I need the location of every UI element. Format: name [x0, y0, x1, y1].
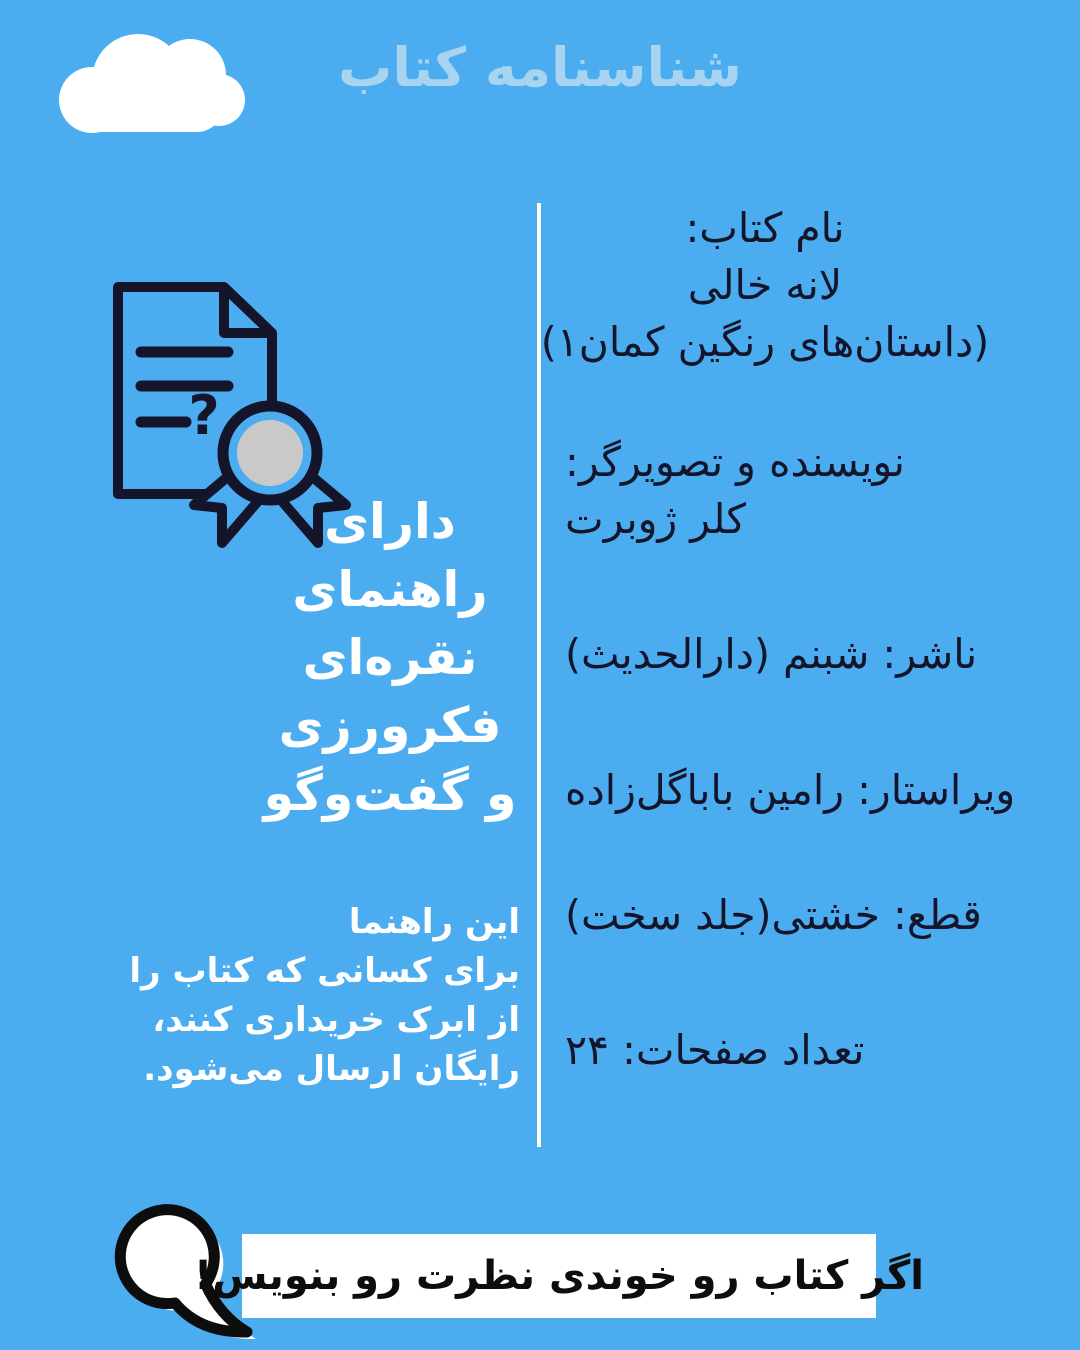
- badge-line: راهنمای: [292, 561, 488, 618]
- badge-line: نقره‌ای: [302, 629, 478, 686]
- badge-line: فکرورزی: [278, 697, 502, 754]
- book-author-value: کلر ژوبرت: [565, 495, 746, 543]
- cta-banner: [194, 1234, 924, 1318]
- note-line: رایگان ارسال می‌شود.: [143, 1049, 520, 1089]
- silver-guide-headline: [255, 488, 525, 828]
- book-name-block: [540, 200, 990, 371]
- guide-shipping-note: [130, 898, 520, 1094]
- note-line: برای کسانی که کتاب را: [129, 951, 520, 991]
- book-author-label: نویسنده و تصویرگر:: [565, 438, 905, 486]
- book-name-value: لانه خالی: [687, 261, 843, 309]
- note-line: از ابرک خریداری کنند،: [152, 1000, 520, 1040]
- book-format: قطع: خشتی(جلد سخت): [565, 891, 982, 939]
- note-line: این راهنما: [348, 902, 520, 942]
- book-page-count: تعداد صفحات: ۲۴: [565, 1026, 865, 1074]
- book-editor: ویراستار: رامین باباگل‌زاده: [565, 766, 1016, 814]
- badge-line: دارای: [324, 493, 456, 550]
- page-title: شناسنامه کتاب: [338, 36, 742, 99]
- cta-text: اگر کتاب رو خوندی نظرت رو بنویس!: [194, 1253, 924, 1299]
- book-series-value: (داستان‌های رنگین کمان۱): [540, 318, 990, 366]
- book-author-block: [565, 434, 905, 548]
- svg-text:?: ?: [188, 384, 220, 447]
- book-name-label: نام کتاب:: [685, 204, 845, 252]
- badge-line: و گفت‌وگو: [263, 765, 517, 822]
- book-publisher: ناشر: شبنم (دارالحدیث): [565, 630, 978, 678]
